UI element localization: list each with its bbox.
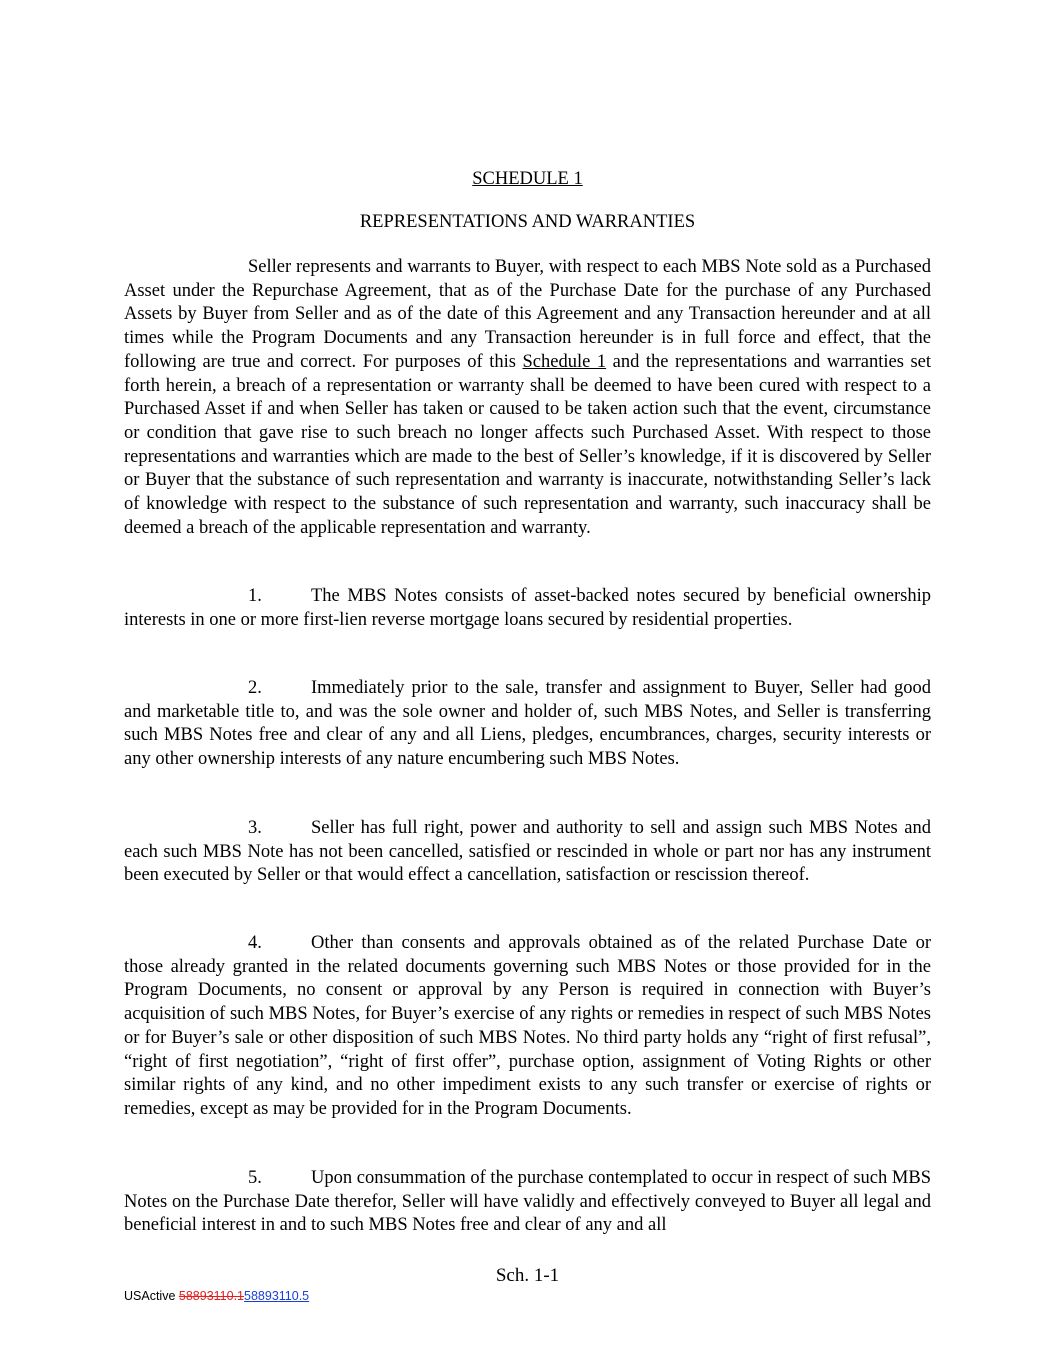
schedule-reference: Schedule 1	[522, 351, 607, 372]
section-heading: REPRESENTATIONS AND WARRANTIES	[359, 212, 696, 232]
item-number: 2.	[248, 678, 262, 698]
doc-id-deleted: 58893110.1	[178, 1289, 245, 1303]
doc-id-inserted: 58893110.5	[244, 1289, 310, 1303]
doc-id-prefix: USActive	[124, 1289, 179, 1303]
item-number: 5.	[248, 1168, 262, 1188]
list-item	[124, 1167, 931, 1238]
schedule-title	[0, 167, 1055, 191]
item-text: Seller has full right, power and authority to sell and assign such MBS Notes and each such MBS Note has not been cancelled, satisfied or rescinded in whole or part nor has any instrument been executed by Seller or that would effect a cancellation, satisfaction or rescission thereof.	[124, 818, 931, 886]
schedule-title-text: SCHEDULE 1	[472, 169, 583, 189]
item-number: 3.	[248, 818, 262, 838]
intro-text-part1: Seller represents and warrants to Buyer, with respect to each MBS Note sold as a Purchased Asset under the Repurchase Agreement, that as of the Purchase Date for the purchase of any Purchased Assets by Buyer from Seller and as of the date of this Agreement and any Transaction hereunder and at all times while the Program Documents and any Transaction hereunder is in full force and effect, that the following are true and correct. For purposes of this	[124, 257, 931, 372]
list-item	[124, 585, 931, 632]
item-number: 4.	[248, 933, 262, 953]
list-item	[124, 817, 931, 888]
page-number: Sch. 1-1	[495, 1265, 560, 1286]
list-item	[124, 932, 931, 1122]
list-item	[124, 677, 931, 772]
item-text: Other than consents and approvals obtained as of the related Purchase Date or those already granted in the related documents governing such MBS Notes or those provided for in the Program Documents, no consent or approval by any Person is required in connection with Buyer’s acquisition of such MBS Notes, for Buyer’s exercise of any rights or remedies in respect of such MBS Notes or for Buyer’s sale or other disposition of such MBS Notes. No third party holds any “right of first refusal”, “right of first negotiation”, “right of first offer”, purchase option, assignment of Voting Rights or other similar rights of any kind, and no other impediment exists to any such transfer or exercise of rights or remedies, except as may be provided for in the Program Documents.	[124, 933, 931, 1119]
item-text: Upon consummation of the purchase contemplated to occur in respect of such MBS Notes on the Purchase Date therefor, Seller will have validly and effectively conveyed to Buyer all legal and beneficial interest in and to such MBS Notes free and clear of any and all	[124, 1168, 931, 1236]
item-number: 1.	[248, 586, 262, 606]
document-id	[124, 1288, 309, 1304]
intro-text-part2: and the representations and warranties set forth herein, a breach of a representation or warranty shall be deemed to have been cured with respect to a Purchased Asset if and when Seller has taken or caused to be taken action such that the event, circumstance or condition that gave rise to such breach no longer affects such Purchased Asset. With respect to those representations and warranties which are made to the best of Seller’s knowledge, if it is discovered by Seller or Buyer that the substance of such representation and warranty is inaccurate, notwithstanding Seller’s lack of knowledge with respect to the substance of such representation and warranty, such inaccuracy shall be deemed a breach of the applicable representation and warranty.	[124, 351, 931, 538]
item-text: The MBS Notes consists of asset-backed notes secured by beneficial ownership interests in one or more first-lien reverse mortgage loans secured by residential properties.	[124, 586, 931, 630]
item-text: Immediately prior to the sale, transfer and assignment to Buyer, Seller had good and marketable title to, and was the sole owner and holder of, such MBS Notes, and Seller is transferring such MBS Notes free and clear of any and all Liens, pledges, encumbrances, charges, security interests or any other ownership interests of any nature encumbering such MBS Notes.	[124, 678, 931, 770]
intro-paragraph	[124, 256, 931, 540]
